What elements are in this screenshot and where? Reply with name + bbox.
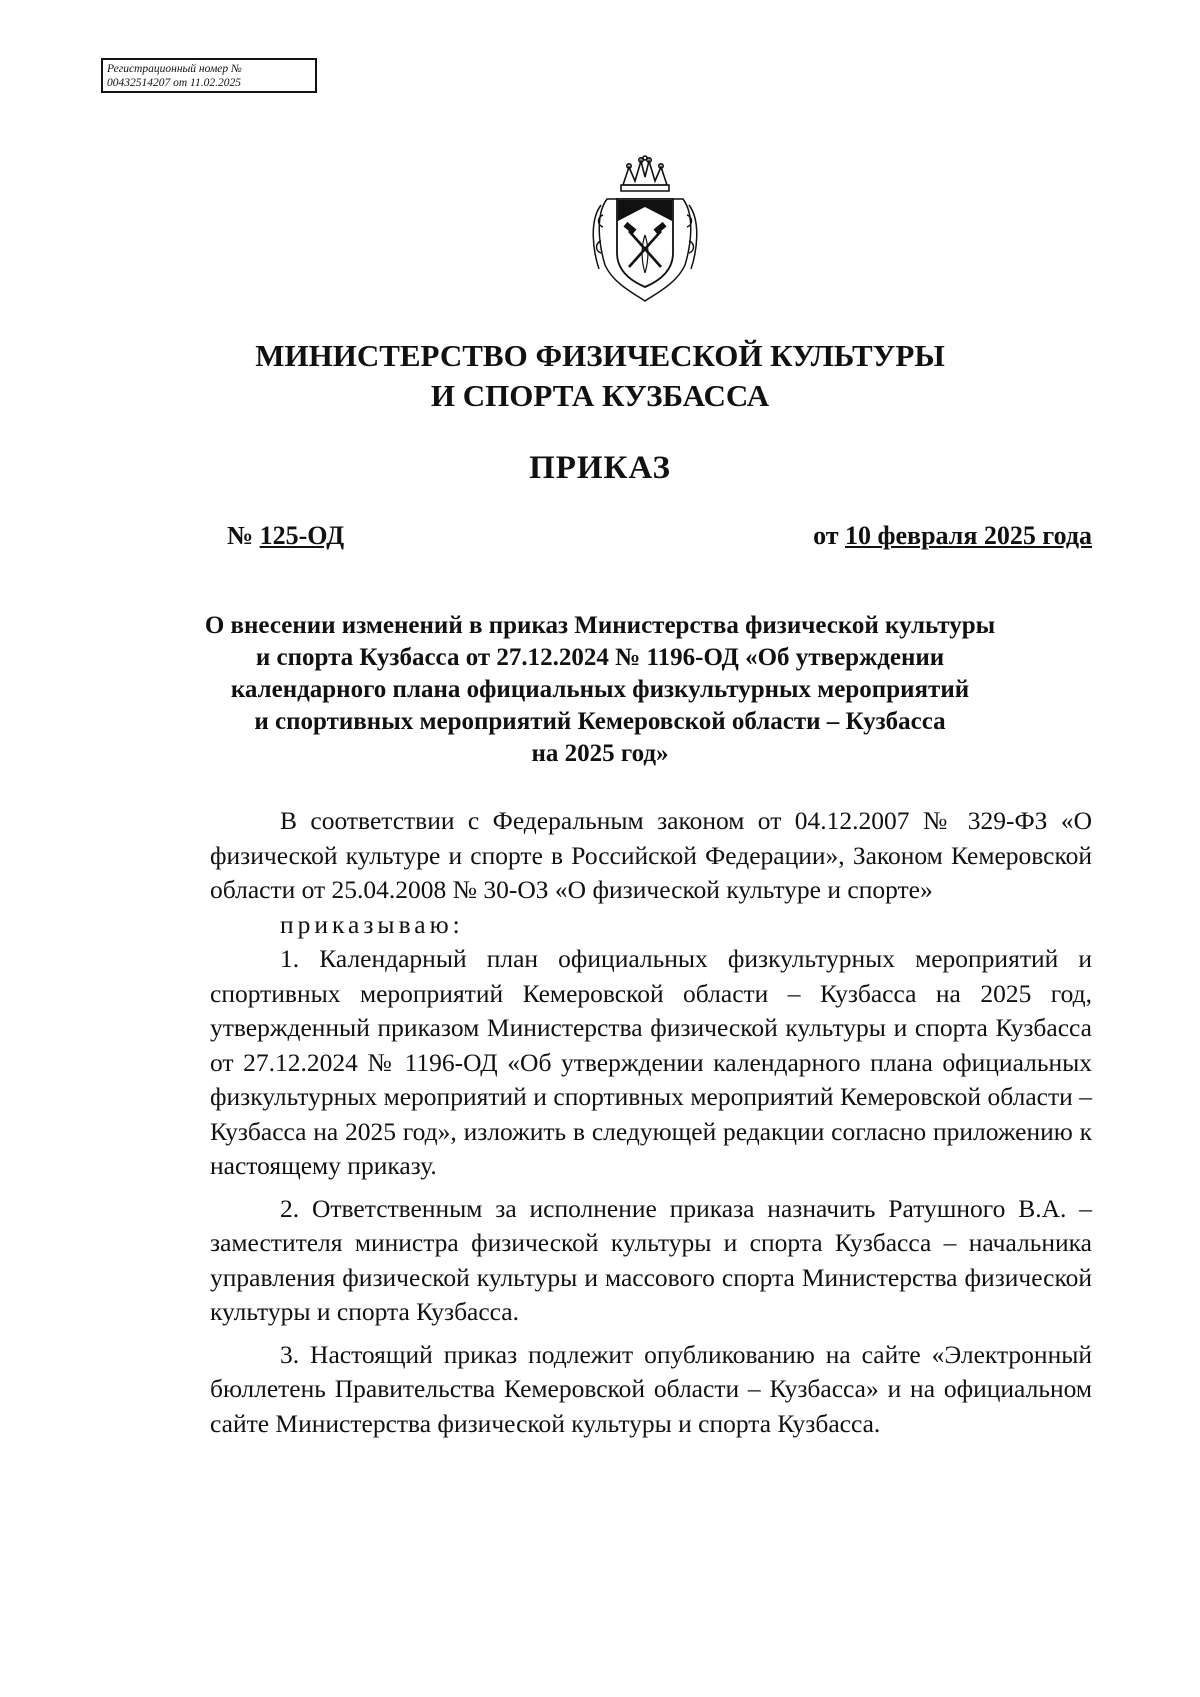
- registration-label: Регистрационный номер №: [107, 63, 242, 75]
- subject-line-5: на 2025 год»: [531, 740, 669, 767]
- item-2-paragraph: 2. Ответственным за исполнение приказа назначить Ратушного В.А. – заместителя министра физической культуры и спорта Кузбасса – начальника управления физической культуры и массового спорта Министерства физической культуры и спорта Кузбасса.: [210, 1193, 1092, 1326]
- order-number-prefix: №: [227, 521, 260, 550]
- order-date: [813, 521, 1092, 551]
- order-subject: [150, 610, 1050, 770]
- ministry-line-1: МИНИСТЕРСТВО ФИЗИЧЕСКОЙ КУЛЬТУРЫ: [255, 338, 945, 373]
- order-number: [227, 521, 344, 551]
- item-3-paragraph: 3. Настоящий приказ подлежит опубликованию на сайте «Электронный бюллетень Правительства Кемеровской области – Кузбасса» и на официальном сайте Министерства физической культуры и спорта Кузбасса.: [210, 1339, 1092, 1438]
- order-word: приказываю:: [280, 909, 464, 939]
- ministry-name: [0, 336, 1200, 416]
- kuzbass-coat-of-arms-icon: [585, 155, 705, 305]
- item-1-paragraph: 1. Календарный план официальных физкультурных мероприятий и спортивных мероприятий Кемеровской области – Кузбасса на 2025 год, утвержденный приказом Министерства физической культуры и спорта Кузбасса от 27.12.2024 № 1196-ОД «Об утверждении календарного плана официальных физкультурных мероприятий и спортивных мероприятий Кемеровской области – Кузбасса на 2025 год», изложить в следующей редакции согласно приложению к настоящему приказу.: [210, 944, 1092, 1180]
- ministry-line-2: И СПОРТА КУЗБАССА: [430, 378, 770, 413]
- order-number-value: 125-ОД: [259, 521, 345, 550]
- document-type: ПРИКАЗ: [529, 450, 671, 486]
- order-body: [210, 804, 1092, 1441]
- preamble-paragraph: В соответствии с Федеральным законом от 04.12.2007 № 329-ФЗ «О физической культуре и спорте в Российской Федерации», Законом Кемеровской области от 25.04.2008 № 30-ОЗ «О физической культуре и спорте»: [210, 806, 1092, 904]
- order-date-prefix: от: [813, 521, 846, 550]
- subject-line-3: календарного плана официальных физкультурных мероприятий: [230, 676, 970, 703]
- order-date-value: 10 февраля 2025 года: [845, 521, 1092, 550]
- subject-line-4: и спортивных мероприятий Кемеровской области – Кузбасса: [254, 708, 946, 735]
- subject-line-1: О внесении изменений в приказ Министерства физической культуры: [204, 612, 996, 639]
- registration-stamp: [101, 58, 317, 93]
- subject-line-2: и спорта Кузбасса от 27.12.2024 № 1196-ОД «Об утверждении: [255, 644, 945, 671]
- registration-number: 00432514207 от 11.02.2025: [107, 77, 241, 89]
